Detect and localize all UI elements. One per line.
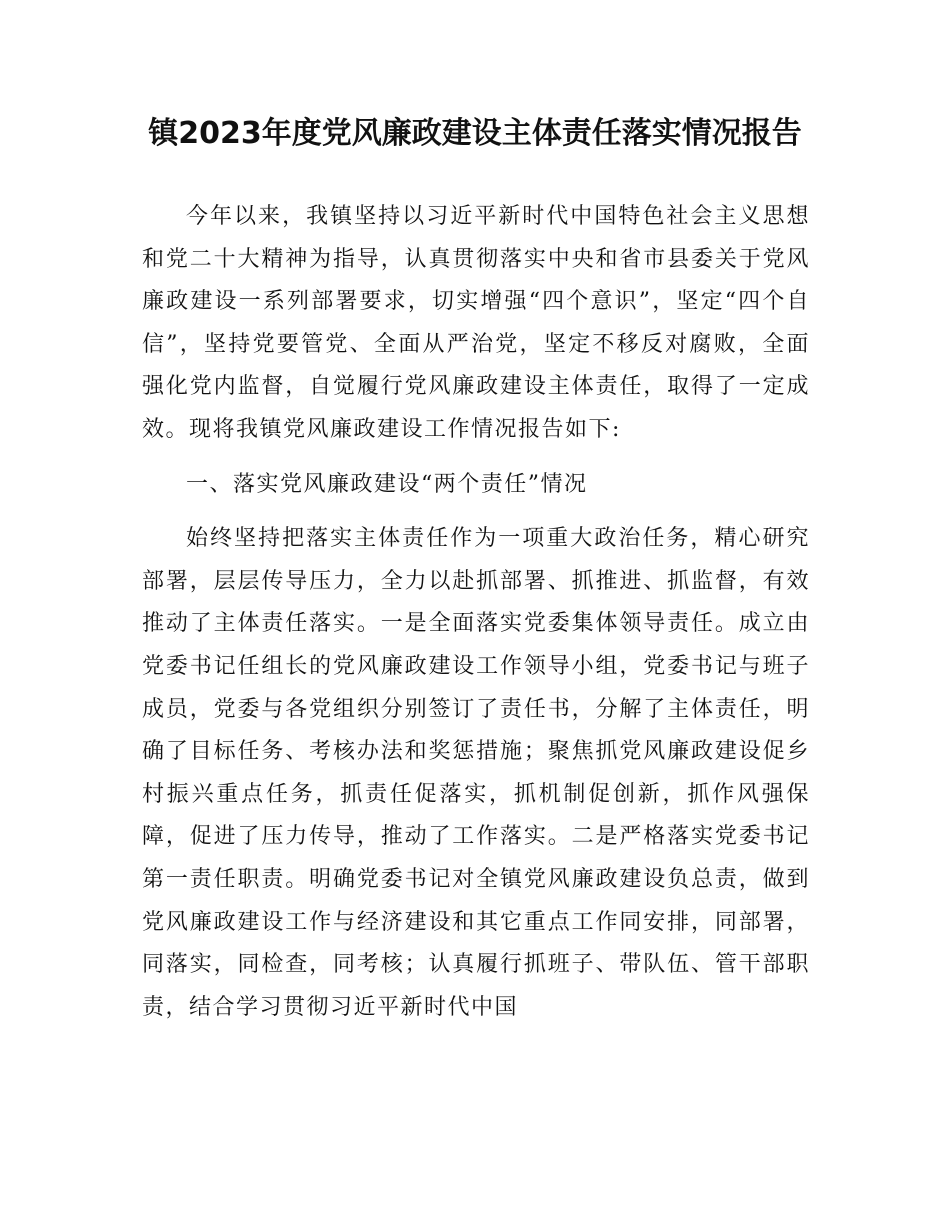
section-heading: 一、落实党风廉政建设“两个责任”情况 xyxy=(186,471,588,497)
document-body xyxy=(142,196,810,1029)
intro-paragraph: 今年以来，我镇坚持以习近平新时代中国特色社会主义思想和党二十大精神为指导，认真贯彻落实中央和省市县委关于党风廉政建设一系列部署要求，切实增强“四个意识”，坚定“四个自信”，坚持党要管党、全面从严治党，坚定不移反对腐败，全面强化党内监督，自觉履行党风廉政建设主体责任，取得了一定成效。现将我镇党风廉政建设工作情况报告如下: xyxy=(142,204,810,442)
body-paragraph: 始终坚持把落实主体责任作为一项重大政治任务，精心研究部署，层层传导压力，全力以赴抓部署、抓推进、抓监督，有效推动了主体责任落实。一是全面落实党委集体领导责任。成立由党委书记任组长的党风廉政建设工作领导小组，党委书记与班子成员，党委与各党组织分别签订了责任书，分解了主体责任，明确了目标任务、考核办法和奖惩措施；聚焦抓党风廉政建设促乡村振兴重点任务，抓责任促落实，抓机制促创新，抓作风强保障，促进了压力传导，推动了工作落实。二是严格落实党委书记第一责任职责。明确党委书记对全镇党风廉政建设负总责，做到党风廉政建设工作与经济建设和其它重点工作同安排，同部署，同落实，同检查，同考核；认真履行抓班子、带队伍、管干部职责，结合学习贯彻习近平新时代中国 xyxy=(142,526,810,1020)
document-title: 镇2023年度党风廉政建设主体责任落实情况报告 xyxy=(148,116,802,151)
